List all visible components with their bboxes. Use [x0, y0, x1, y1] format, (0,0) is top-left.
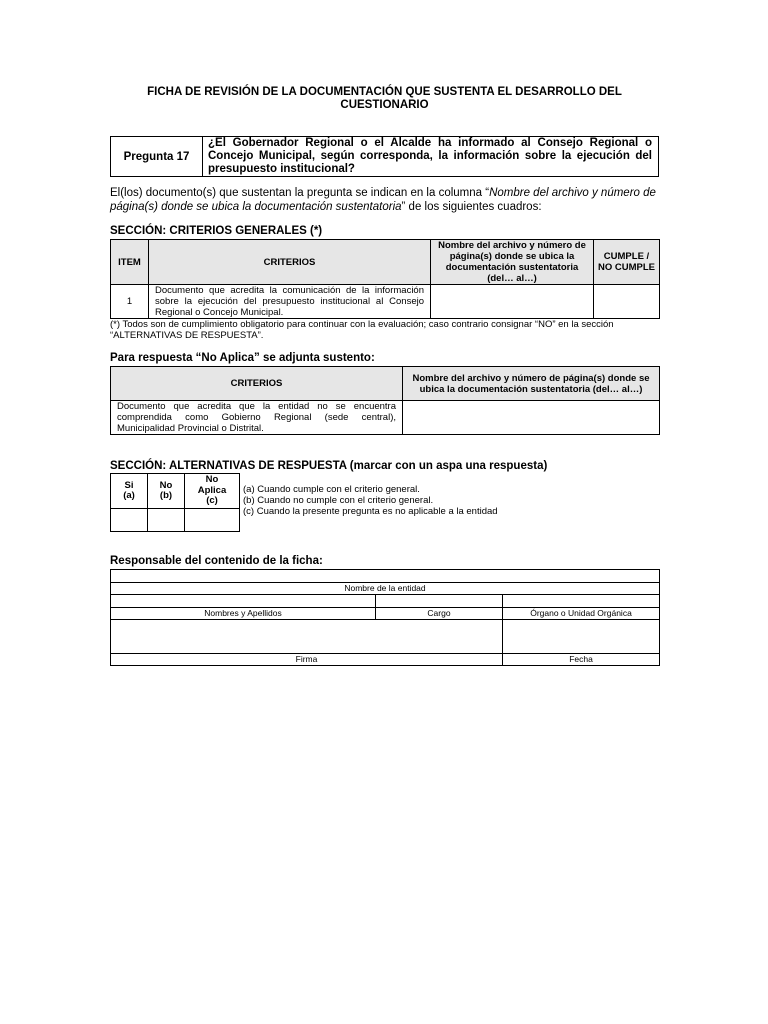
question-table — [110, 136, 659, 177]
entidad-label: Nombre de la entidad — [111, 583, 660, 595]
option-c: (c) Cuando la presente pregunta es no aplicable a la entidad — [243, 506, 498, 517]
cargo-value-cell[interactable] — [376, 595, 503, 608]
question-text: ¿El Gobernador Regional o el Alcalde ha informado al Consejo Regional o Concejo Municipal, según corresponda, la información sobre la ejecución del presupuesto institucional? — [203, 137, 659, 177]
firma-value-cell[interactable] — [111, 620, 503, 654]
fecha-label: Fecha — [503, 654, 660, 666]
alt-col-no-aplica — [185, 474, 240, 509]
alternativas-options — [243, 484, 498, 517]
organo-value-cell[interactable] — [503, 595, 660, 608]
na-row-archivo-cell[interactable] — [403, 401, 660, 435]
alt-col-no-aplica-label: No Aplica — [197, 474, 227, 496]
row-item: 1 — [111, 285, 149, 319]
header-item: ITEM — [111, 240, 149, 285]
nombres-label: Nombres y Apellidos — [111, 608, 376, 620]
organo-label: Órgano o Unidad Orgánica — [503, 608, 660, 620]
option-b: (b) Cuando no cumple con el criterio general. — [243, 495, 434, 506]
firma-label: Firma — [111, 654, 503, 666]
criterios-generales-table — [110, 239, 660, 319]
intro-text-italic: Nombre del archivo y número de página(s) donde se ubica la documentación sustentatoria — [110, 187, 656, 213]
alternativas-table — [110, 473, 240, 532]
alt-col-si-code: (a) — [123, 490, 135, 501]
row-cumple-cell[interactable] — [594, 285, 660, 319]
alt-col-no — [148, 474, 185, 509]
alt-col-no-aplica-code: (c) — [206, 495, 218, 507]
alt-mark-no-aplica[interactable] — [185, 509, 240, 532]
criterios-note: (*) Todos son de cumplimiento obligatorio para continuar con la evaluación; caso contrario consignar “NO” en la sección “ALTERNATIVAS DE RESPUESTA”. — [110, 319, 614, 341]
alternativas-heading: SECCIÓN: ALTERNATIVAS DE RESPUESTA (marcar con un aspa una respuesta) — [110, 460, 548, 472]
no-aplica-table — [110, 366, 660, 435]
title-line-2: CUESTIONARIO — [340, 99, 429, 111]
entidad-value-cell[interactable] — [111, 570, 660, 583]
option-a: (a) Cuando cumple con el criterio general. — [243, 484, 420, 495]
question-label: Pregunta 17 — [111, 137, 203, 177]
intro-text-end: ” de los siguientes cuadros: — [401, 200, 542, 213]
document-title — [110, 86, 659, 112]
na-header-criterios: CRITERIOS — [111, 367, 403, 401]
alt-mark-no[interactable] — [148, 509, 185, 532]
no-aplica-heading: Para respuesta “No Aplica” se adjunta sustento: — [110, 352, 375, 364]
intro-paragraph — [110, 187, 659, 214]
table-row — [111, 285, 660, 319]
alt-col-si-label: Si — [124, 479, 134, 491]
criterios-generales-heading: SECCIÓN: CRITERIOS GENERALES (*) — [110, 225, 323, 237]
nombres-value-cell[interactable] — [111, 595, 376, 608]
alt-col-no-code: (b) — [159, 490, 173, 501]
table-row — [111, 401, 660, 435]
alt-col-no-label: No — [159, 479, 173, 491]
intro-text-start: El(los) documento(s) que sustentan la pregunta se indican en la columna “ — [110, 187, 490, 199]
header-archivo: Nombre del archivo y número de página(s) donde se ubica la documentación sustentatoria (del… al…) — [431, 240, 594, 285]
row-archivo-cell[interactable] — [431, 285, 594, 319]
header-cumple: CUMPLE / NO CUMPLE — [594, 240, 660, 285]
responsable-heading: Responsable del contenido de la ficha: — [110, 555, 323, 567]
cargo-label: Cargo — [376, 608, 503, 620]
alt-col-si — [111, 474, 148, 509]
na-row-criterio: Documento que acredita que la entidad no se encuentra comprendida como Gobierno Regional (sede central), Municipalidad Provincial o Distrital. — [111, 401, 403, 435]
alt-mark-si[interactable] — [111, 509, 148, 532]
title-line-1: FICHA DE REVISIÓN DE LA DOCUMENTACIÓN QUE SUSTENTA EL DESARROLLO DEL — [147, 86, 622, 98]
na-header-archivo: Nombre del archivo y número de página(s) donde se ubica la documentación sustentatoria (del… al…) — [403, 367, 660, 401]
responsable-table — [110, 569, 660, 666]
header-criterios: CRITERIOS — [149, 240, 431, 285]
row-criterio: Documento que acredita la comunicación de la información sobre la ejecución del presupuesto institucional al Consejo Regional o Concejo Municipal. — [149, 285, 431, 319]
fecha-value-cell[interactable] — [503, 620, 660, 654]
